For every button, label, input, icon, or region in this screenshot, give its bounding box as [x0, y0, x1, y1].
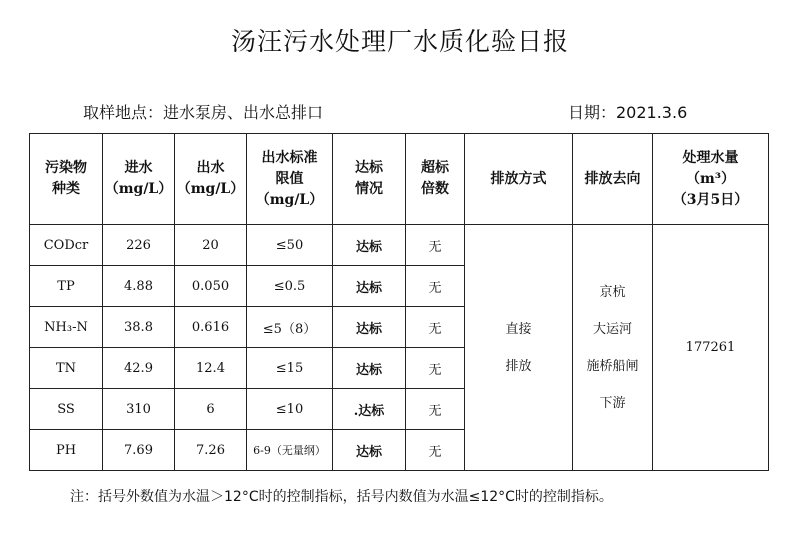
pollutant-name: CODcr: [30, 225, 103, 266]
inflow-value: 7.69: [103, 430, 175, 471]
discharge-destination: 京杭 大运河 施桥船闸 下游: [573, 225, 653, 471]
inflow-value: 310: [103, 389, 175, 430]
discharge-mode: 直接 排放: [465, 225, 573, 471]
pollutant-name: TP: [30, 266, 103, 307]
compliance-status: 达标: [333, 430, 406, 471]
standard-limit: ≤50: [247, 225, 333, 266]
standard-limit: ≤5（8）: [247, 307, 333, 348]
outflow-value: 0.050: [175, 266, 247, 307]
report-date: 日期：2021.3.6: [568, 103, 688, 122]
header-discharge-dest: 排放去向: [573, 134, 653, 225]
outflow-value: 12.4: [175, 348, 247, 389]
outflow-value: 7.26: [175, 430, 247, 471]
table-row: [30, 225, 769, 266]
inflow-value: 42.9: [103, 348, 175, 389]
pollutant-name: TN: [30, 348, 103, 389]
table-header-row: [30, 134, 769, 225]
outflow-value: 20: [175, 225, 247, 266]
standard-limit: ≤0.5: [247, 266, 333, 307]
header-standard: 出水标准 限值 （mg/L）: [247, 134, 333, 225]
sampling-location: 取样地点：进水泵房、出水总排口: [83, 103, 324, 122]
exceed-times: 无: [406, 307, 465, 348]
compliance-status: 达标: [333, 225, 406, 266]
pollutant-name: NH₃-N: [30, 307, 103, 348]
header-outflow: 出水 （mg/L）: [175, 134, 247, 225]
header-discharge-mode: 排放方式: [465, 134, 573, 225]
report-title: 汤汪污水处理厂水质化验日报: [230, 27, 569, 56]
pollutant-name: PH: [30, 430, 103, 471]
treated-volume: 177261: [653, 225, 769, 471]
header-volume: 处理水量 （m³） （3月5日）: [653, 134, 769, 225]
exceed-times: 无: [406, 225, 465, 266]
header-compliance: 达标 情况: [333, 134, 406, 225]
standard-limit: ≤10: [247, 389, 333, 430]
standard-limit: ≤15: [247, 348, 333, 389]
header-exceed: 超标 倍数: [406, 134, 465, 225]
compliance-status: 达标: [333, 348, 406, 389]
outflow-value: 0.616: [175, 307, 247, 348]
compliance-status: 达标: [333, 307, 406, 348]
exceed-times: 无: [406, 266, 465, 307]
exceed-times: 无: [406, 389, 465, 430]
header-inflow: 进水 （mg/L）: [103, 134, 175, 225]
footnote: 注：括号外数值为水温＞12°C时的控制指标，括号内数值为水温≤12°C时的控制指标。: [70, 489, 613, 505]
header-pollutant: 污染物 种类: [30, 134, 103, 225]
inflow-value: 4.88: [103, 266, 175, 307]
standard-limit: 6-9（无量纲）: [247, 430, 333, 471]
exceed-times: 无: [406, 348, 465, 389]
inflow-value: 38.8: [103, 307, 175, 348]
compliance-status: .达标: [333, 389, 406, 430]
pollutant-name: SS: [30, 389, 103, 430]
compliance-status: 达标: [333, 266, 406, 307]
water-quality-table: [29, 133, 769, 471]
outflow-value: 6: [175, 389, 247, 430]
exceed-times: 无: [406, 430, 465, 471]
inflow-value: 226: [103, 225, 175, 266]
